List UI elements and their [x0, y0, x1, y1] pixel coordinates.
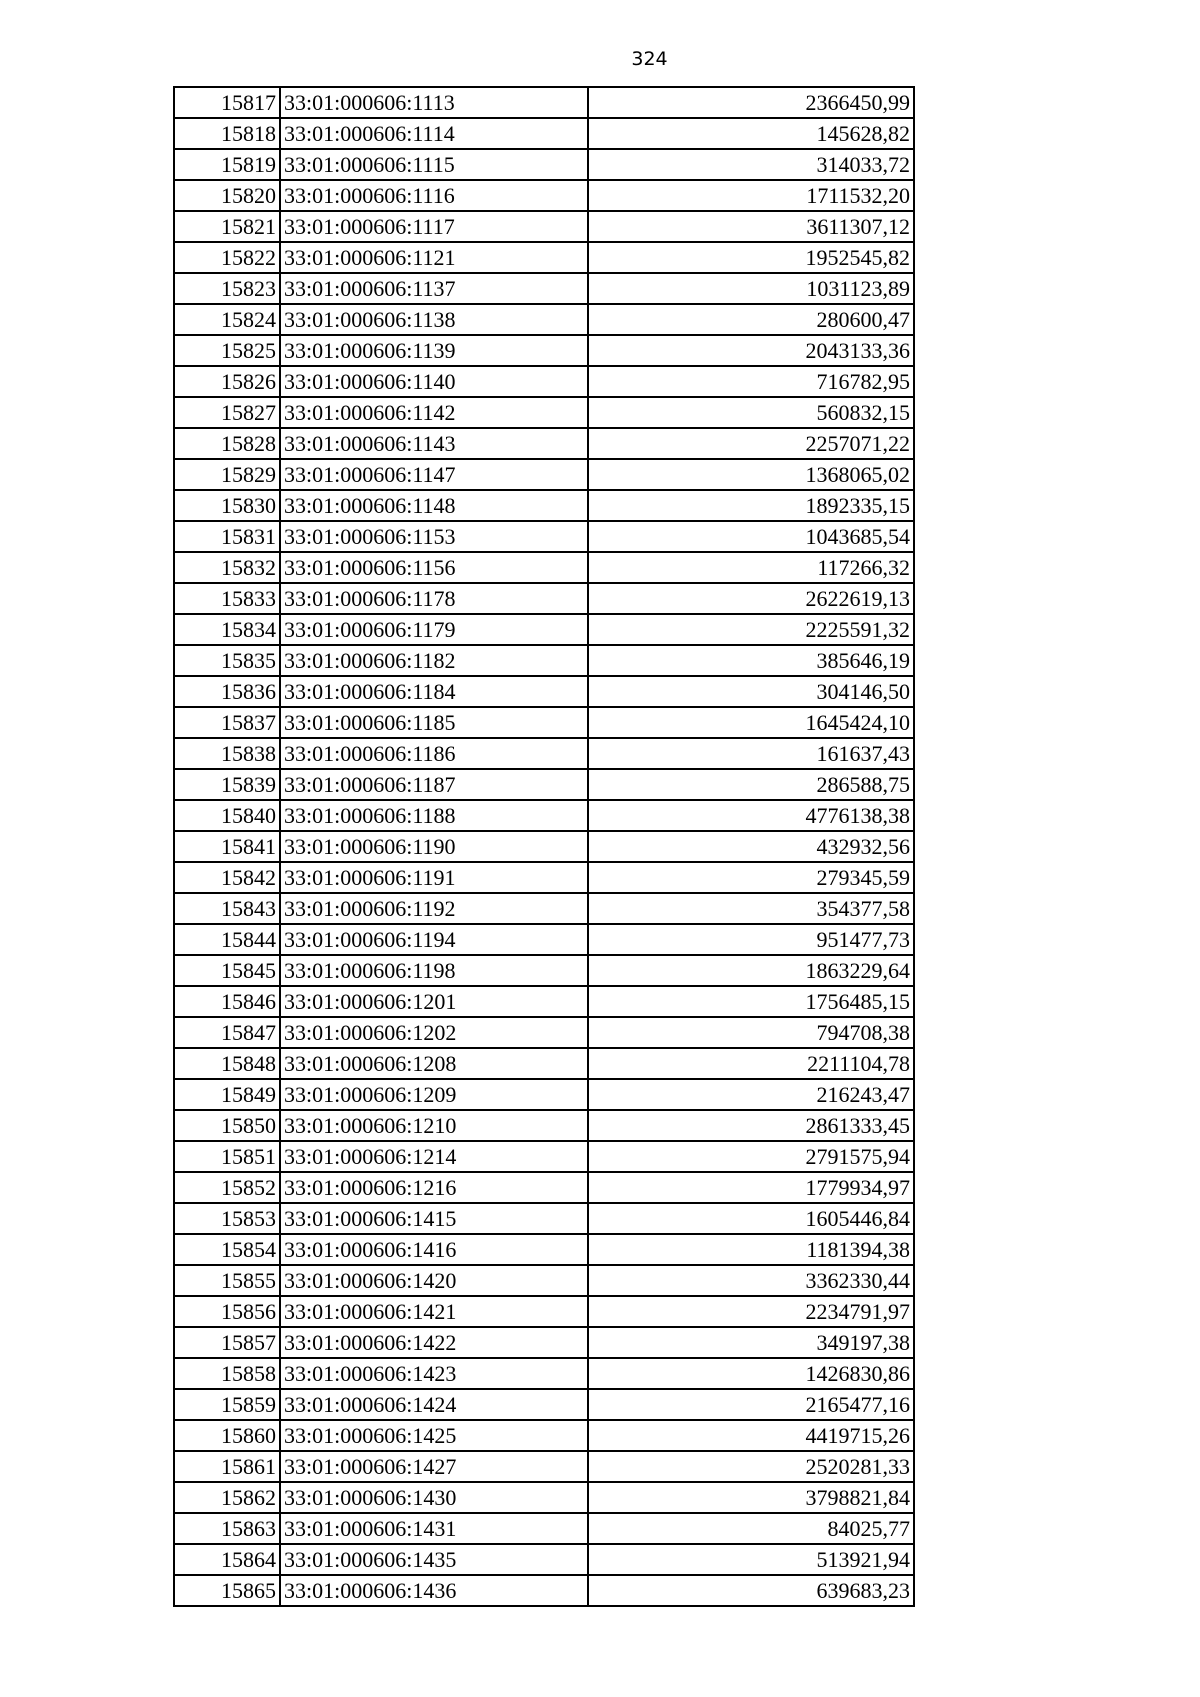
- table-row: [174, 769, 914, 800]
- row-number-cell: 15844: [174, 924, 280, 955]
- cadastral-value-cell: 432932,56: [588, 831, 914, 862]
- table-row: [174, 738, 914, 769]
- cadastral-number-cell: 33:01:000606:1216: [280, 1172, 588, 1203]
- cadastral-value-cell: 1031123,89: [588, 273, 914, 304]
- table-row: [174, 366, 914, 397]
- cadastral-value-cell: 2225591,32: [588, 614, 914, 645]
- row-number-cell: 15827: [174, 397, 280, 428]
- cadastral-number-cell: 33:01:000606:1423: [280, 1358, 588, 1389]
- table-row: [174, 862, 914, 893]
- table-row: [174, 428, 914, 459]
- cadastral-value-cell: 1779934,97: [588, 1172, 914, 1203]
- table-row: [174, 304, 914, 335]
- table-row: [174, 1420, 914, 1451]
- row-number-cell: 15859: [174, 1389, 280, 1420]
- row-number-cell: 15849: [174, 1079, 280, 1110]
- cadastral-number-cell: 33:01:000606:1186: [280, 738, 588, 769]
- data-table-container: [173, 86, 915, 1607]
- cadastral-value-cell: 1863229,64: [588, 955, 914, 986]
- row-number-cell: 15858: [174, 1358, 280, 1389]
- cadastral-number-cell: 33:01:000606:1142: [280, 397, 588, 428]
- row-number-cell: 15839: [174, 769, 280, 800]
- cadastral-number-cell: 33:01:000606:1115: [280, 149, 588, 180]
- row-number-cell: 15838: [174, 738, 280, 769]
- table-row: [174, 645, 914, 676]
- cadastral-value-cell: 279345,59: [588, 862, 914, 893]
- row-number-cell: 15821: [174, 211, 280, 242]
- row-number-cell: 15865: [174, 1575, 280, 1606]
- row-number-cell: 15843: [174, 893, 280, 924]
- table-row: [174, 521, 914, 552]
- cadastral-value-cell: 145628,82: [588, 118, 914, 149]
- cadastral-value-cell: 560832,15: [588, 397, 914, 428]
- row-number-cell: 15854: [174, 1234, 280, 1265]
- row-number-cell: 15861: [174, 1451, 280, 1482]
- row-number-cell: 15850: [174, 1110, 280, 1141]
- row-number-cell: 15819: [174, 149, 280, 180]
- row-number-cell: 15852: [174, 1172, 280, 1203]
- cadastral-number-cell: 33:01:000606:1113: [280, 87, 588, 118]
- table-row: [174, 1544, 914, 1575]
- cadastral-value-cell: 951477,73: [588, 924, 914, 955]
- cadastral-value-table: [173, 86, 915, 1607]
- cadastral-number-cell: 33:01:000606:1187: [280, 769, 588, 800]
- cadastral-value-cell: 2257071,22: [588, 428, 914, 459]
- row-number-cell: 15823: [174, 273, 280, 304]
- cadastral-value-cell: 84025,77: [588, 1513, 914, 1544]
- cadastral-value-cell: 2791575,94: [588, 1141, 914, 1172]
- cadastral-value-cell: 3362330,44: [588, 1265, 914, 1296]
- cadastral-number-cell: 33:01:000606:1116: [280, 180, 588, 211]
- cadastral-value-cell: 2622619,13: [588, 583, 914, 614]
- cadastral-value-cell: 286588,75: [588, 769, 914, 800]
- table-row: [174, 1017, 914, 1048]
- cadastral-number-cell: 33:01:000606:1156: [280, 552, 588, 583]
- row-number-cell: 15832: [174, 552, 280, 583]
- cadastral-value-cell: 2234791,97: [588, 1296, 914, 1327]
- cadastral-value-cell: 1426830,86: [588, 1358, 914, 1389]
- row-number-cell: 15820: [174, 180, 280, 211]
- row-number-cell: 15853: [174, 1203, 280, 1234]
- cadastral-value-cell: 1605446,84: [588, 1203, 914, 1234]
- table-row: [174, 1358, 914, 1389]
- cadastral-number-cell: 33:01:000606:1184: [280, 676, 588, 707]
- row-number-cell: 15837: [174, 707, 280, 738]
- cadastral-number-cell: 33:01:000606:1138: [280, 304, 588, 335]
- row-number-cell: 15855: [174, 1265, 280, 1296]
- cadastral-value-cell: 3798821,84: [588, 1482, 914, 1513]
- row-number-cell: 15856: [174, 1296, 280, 1327]
- row-number-cell: 15822: [174, 242, 280, 273]
- cadastral-value-cell: 1043685,54: [588, 521, 914, 552]
- cadastral-number-cell: 33:01:000606:1191: [280, 862, 588, 893]
- cadastral-value-cell: 794708,38: [588, 1017, 914, 1048]
- table-row: [174, 1296, 914, 1327]
- row-number-cell: 15835: [174, 645, 280, 676]
- row-number-cell: 15840: [174, 800, 280, 831]
- cadastral-number-cell: 33:01:000606:1201: [280, 986, 588, 1017]
- cadastral-number-cell: 33:01:000606:1421: [280, 1296, 588, 1327]
- table-row: [174, 1110, 914, 1141]
- cadastral-number-cell: 33:01:000606:1422: [280, 1327, 588, 1358]
- table-row: [174, 1482, 914, 1513]
- table-row: [174, 1234, 914, 1265]
- table-row: [174, 211, 914, 242]
- cadastral-number-cell: 33:01:000606:1143: [280, 428, 588, 459]
- row-number-cell: 15842: [174, 862, 280, 893]
- cadastral-number-cell: 33:01:000606:1114: [280, 118, 588, 149]
- table-body: [174, 87, 914, 1606]
- cadastral-number-cell: 33:01:000606:1427: [280, 1451, 588, 1482]
- row-number-cell: 15836: [174, 676, 280, 707]
- row-number-cell: 15817: [174, 87, 280, 118]
- cadastral-number-cell: 33:01:000606:1208: [280, 1048, 588, 1079]
- cadastral-value-cell: 513921,94: [588, 1544, 914, 1575]
- cadastral-number-cell: 33:01:000606:1431: [280, 1513, 588, 1544]
- cadastral-value-cell: 2520281,33: [588, 1451, 914, 1482]
- cadastral-number-cell: 33:01:000606:1140: [280, 366, 588, 397]
- row-number-cell: 15860: [174, 1420, 280, 1451]
- table-row: [174, 1389, 914, 1420]
- table-row: [174, 800, 914, 831]
- cadastral-value-cell: 385646,19: [588, 645, 914, 676]
- table-row: [174, 676, 914, 707]
- cadastral-value-cell: 716782,95: [588, 366, 914, 397]
- cadastral-number-cell: 33:01:000606:1182: [280, 645, 588, 676]
- table-row: [174, 335, 914, 366]
- cadastral-number-cell: 33:01:000606:1178: [280, 583, 588, 614]
- cadastral-number-cell: 33:01:000606:1192: [280, 893, 588, 924]
- cadastral-value-cell: 3611307,12: [588, 211, 914, 242]
- row-number-cell: 15825: [174, 335, 280, 366]
- table-row: [174, 242, 914, 273]
- cadastral-value-cell: 2043133,36: [588, 335, 914, 366]
- cadastral-value-cell: 349197,38: [588, 1327, 914, 1358]
- cadastral-number-cell: 33:01:000606:1137: [280, 273, 588, 304]
- cadastral-number-cell: 33:01:000606:1148: [280, 490, 588, 521]
- row-number-cell: 15826: [174, 366, 280, 397]
- row-number-cell: 15857: [174, 1327, 280, 1358]
- row-number-cell: 15830: [174, 490, 280, 521]
- cadastral-number-cell: 33:01:000606:1415: [280, 1203, 588, 1234]
- row-number-cell: 15848: [174, 1048, 280, 1079]
- table-row: [174, 459, 914, 490]
- cadastral-value-cell: 1181394,38: [588, 1234, 914, 1265]
- cadastral-value-cell: 4776138,38: [588, 800, 914, 831]
- cadastral-value-cell: 354377,58: [588, 893, 914, 924]
- cadastral-number-cell: 33:01:000606:1209: [280, 1079, 588, 1110]
- row-number-cell: 15831: [174, 521, 280, 552]
- cadastral-value-cell: 2366450,99: [588, 87, 914, 118]
- cadastral-value-cell: 639683,23: [588, 1575, 914, 1606]
- cadastral-number-cell: 33:01:000606:1179: [280, 614, 588, 645]
- cadastral-number-cell: 33:01:000606:1202: [280, 1017, 588, 1048]
- cadastral-number-cell: 33:01:000606:1198: [280, 955, 588, 986]
- table-row: [174, 87, 914, 118]
- row-number-cell: 15851: [174, 1141, 280, 1172]
- table-row: [174, 552, 914, 583]
- row-number-cell: 15829: [174, 459, 280, 490]
- table-row: [174, 1203, 914, 1234]
- row-number-cell: 15862: [174, 1482, 280, 1513]
- table-row: [174, 986, 914, 1017]
- table-row: [174, 893, 914, 924]
- table-row: [174, 1079, 914, 1110]
- row-number-cell: 15845: [174, 955, 280, 986]
- row-number-cell: 15834: [174, 614, 280, 645]
- row-number-cell: 15824: [174, 304, 280, 335]
- table-row: [174, 1048, 914, 1079]
- cadastral-value-cell: 1711532,20: [588, 180, 914, 211]
- cadastral-number-cell: 33:01:000606:1117: [280, 211, 588, 242]
- cadastral-value-cell: 314033,72: [588, 149, 914, 180]
- row-number-cell: 15828: [174, 428, 280, 459]
- cadastral-value-cell: 4419715,26: [588, 1420, 914, 1451]
- cadastral-number-cell: 33:01:000606:1185: [280, 707, 588, 738]
- cadastral-value-cell: 1892335,15: [588, 490, 914, 521]
- cadastral-value-cell: 161637,43: [588, 738, 914, 769]
- cadastral-value-cell: 2165477,16: [588, 1389, 914, 1420]
- cadastral-value-cell: 1756485,15: [588, 986, 914, 1017]
- cadastral-value-cell: 1645424,10: [588, 707, 914, 738]
- table-row: [174, 149, 914, 180]
- row-number-cell: 15863: [174, 1513, 280, 1544]
- table-row: [174, 924, 914, 955]
- cadastral-number-cell: 33:01:000606:1153: [280, 521, 588, 552]
- table-row: [174, 583, 914, 614]
- cadastral-value-cell: 304146,50: [588, 676, 914, 707]
- table-row: [174, 707, 914, 738]
- cadastral-value-cell: 1368065,02: [588, 459, 914, 490]
- cadastral-number-cell: 33:01:000606:1147: [280, 459, 588, 490]
- table-row: [174, 831, 914, 862]
- table-row: [174, 1327, 914, 1358]
- table-row: [174, 1172, 914, 1203]
- page-number: 324: [631, 48, 668, 70]
- cadastral-number-cell: 33:01:000606:1194: [280, 924, 588, 955]
- table-row: [174, 490, 914, 521]
- cadastral-number-cell: 33:01:000606:1139: [280, 335, 588, 366]
- table-row: [174, 1575, 914, 1606]
- row-number-cell: 15846: [174, 986, 280, 1017]
- table-row: [174, 273, 914, 304]
- cadastral-number-cell: 33:01:000606:1430: [280, 1482, 588, 1513]
- table-row: [174, 118, 914, 149]
- cadastral-number-cell: 33:01:000606:1416: [280, 1234, 588, 1265]
- cadastral-value-cell: 117266,32: [588, 552, 914, 583]
- cadastral-number-cell: 33:01:000606:1188: [280, 800, 588, 831]
- cadastral-number-cell: 33:01:000606:1420: [280, 1265, 588, 1296]
- table-row: [174, 397, 914, 428]
- row-number-cell: 15841: [174, 831, 280, 862]
- cadastral-value-cell: 2211104,78: [588, 1048, 914, 1079]
- row-number-cell: 15818: [174, 118, 280, 149]
- table-row: [174, 1265, 914, 1296]
- cadastral-value-cell: 216243,47: [588, 1079, 914, 1110]
- cadastral-number-cell: 33:01:000606:1121: [280, 242, 588, 273]
- cadastral-number-cell: 33:01:000606:1435: [280, 1544, 588, 1575]
- table-row: [174, 1451, 914, 1482]
- cadastral-number-cell: 33:01:000606:1190: [280, 831, 588, 862]
- cadastral-number-cell: 33:01:000606:1424: [280, 1389, 588, 1420]
- cadastral-value-cell: 2861333,45: [588, 1110, 914, 1141]
- cadastral-value-cell: 1952545,82: [588, 242, 914, 273]
- table-row: [174, 955, 914, 986]
- table-row: [174, 1513, 914, 1544]
- table-row: [174, 180, 914, 211]
- cadastral-number-cell: 33:01:000606:1214: [280, 1141, 588, 1172]
- row-number-cell: 15833: [174, 583, 280, 614]
- cadastral-number-cell: 33:01:000606:1425: [280, 1420, 588, 1451]
- cadastral-number-cell: 33:01:000606:1436: [280, 1575, 588, 1606]
- cadastral-number-cell: 33:01:000606:1210: [280, 1110, 588, 1141]
- row-number-cell: 15847: [174, 1017, 280, 1048]
- row-number-cell: 15864: [174, 1544, 280, 1575]
- table-row: [174, 1141, 914, 1172]
- cadastral-value-cell: 280600,47: [588, 304, 914, 335]
- table-row: [174, 614, 914, 645]
